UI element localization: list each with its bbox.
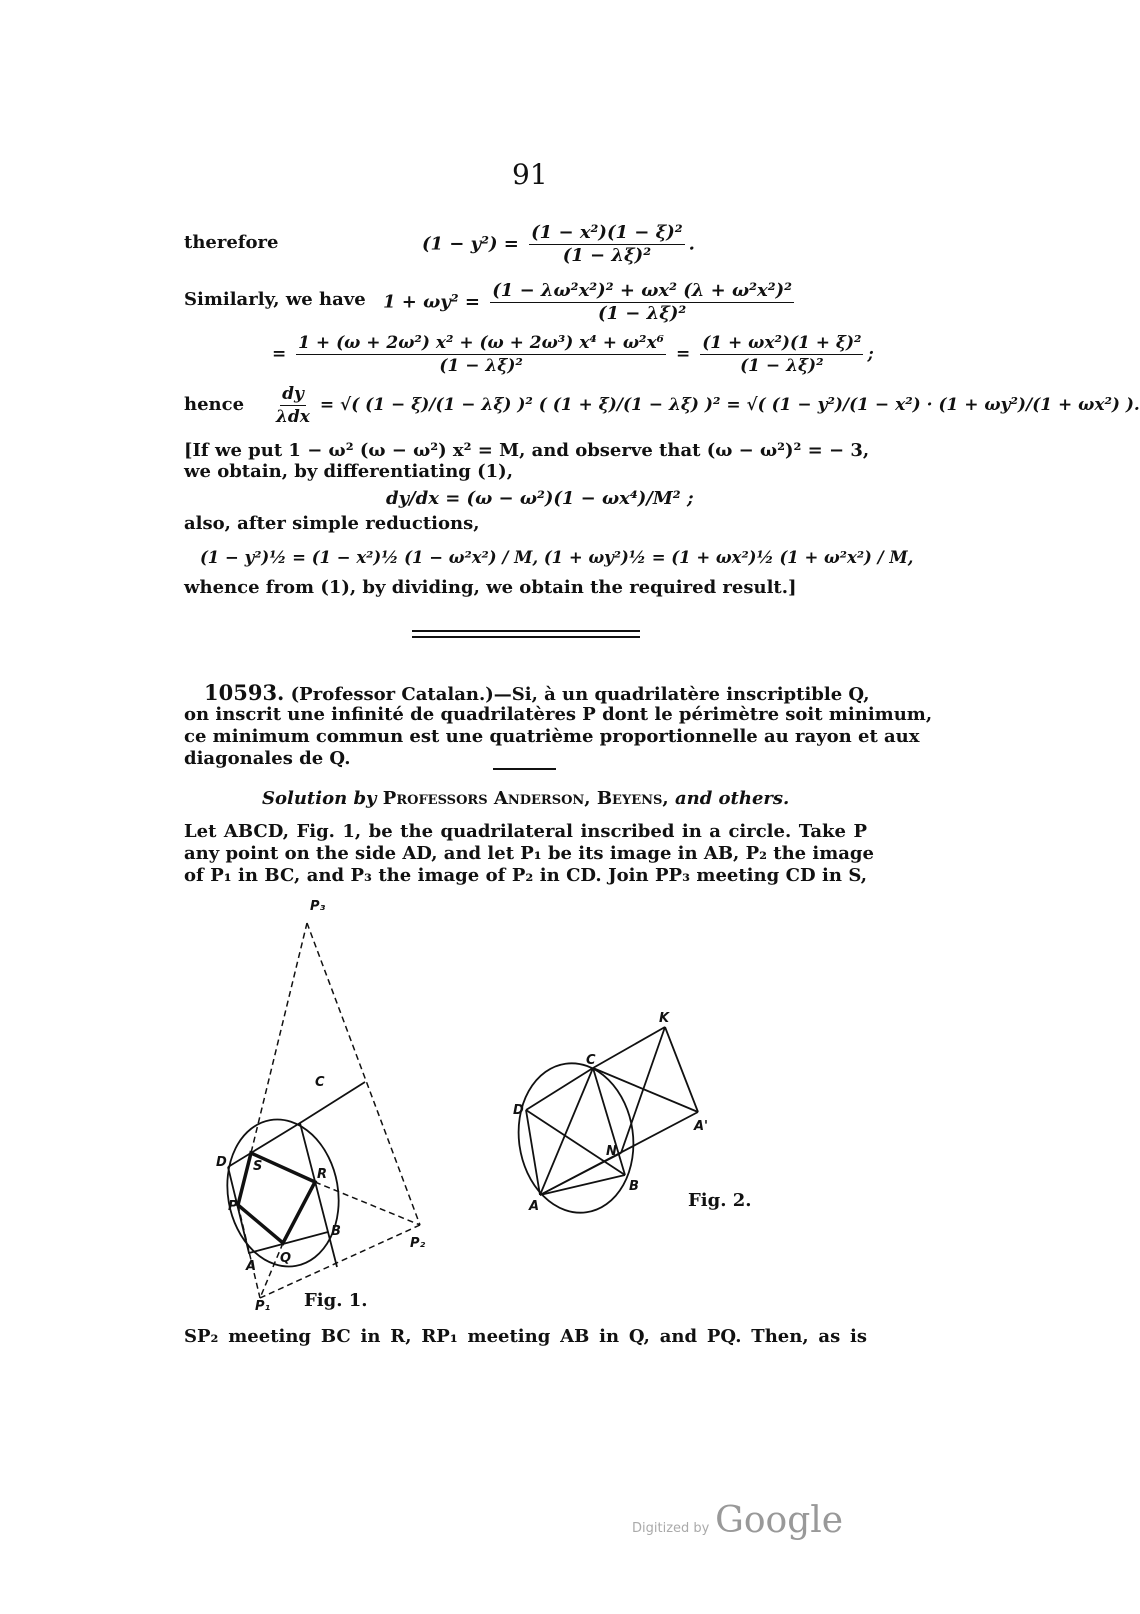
remark-line-4: also, after simple reductions, (184, 513, 480, 534)
problem-author: (Professor Catalan.)—Si, à un quadrilatère inscriptible Q, (290, 684, 870, 705)
remark-line-2: we obtain, by differentiating (1), (184, 461, 513, 482)
eq2-label: Similarly, we have (184, 289, 366, 310)
remark-line-5: (1 − y²)½ = (1 − x²)½ (1 − ω²x²) / M, (1 + ωy²)½ = (1 + ωx²)½ (1 + ω²x²) / M, (200, 548, 914, 567)
figure-2 (509, 1027, 698, 1220)
fig1-label: S (253, 1159, 263, 1174)
eq3-denominator-2: (1 − λξ)² (740, 356, 824, 376)
fig2-label: C (586, 1053, 596, 1068)
fig1-label: P (228, 1199, 238, 1214)
problem-line: ce minimum commun est une quatrième proportionnelle au rayon et aux (184, 726, 920, 747)
eq1-numerator: (1 − x²)(1 − ξ)² (531, 222, 683, 243)
fig1-line (300, 1082, 365, 1123)
fig1-caption: Fig. 1. (304, 1290, 368, 1311)
eq4-rhs-2: = √( (1 − y²)/(1 − x²) · (1 + ωy²)/(1 + ωx²) ). (726, 395, 1140, 415)
fig1-label: C (315, 1075, 325, 1090)
eq3-denominator-1: (1 − λξ)² (439, 356, 523, 376)
eq4-label: hence (184, 394, 245, 415)
fig1-dashed (251, 923, 307, 1153)
fig2-caption: Fig. 2. (688, 1190, 752, 1211)
fig1-label: P₃ (310, 899, 326, 914)
problem-line: on inscrit une infinité de quadrilatères P dont le périmètre soit minimum, (184, 704, 933, 725)
figure-1 (216, 923, 420, 1298)
body-line: Let ABCD, Fig. 1, be the quadrilateral inscribed in a circle. Take P (184, 821, 867, 842)
eq3-numerator-1: 1 + (ω + 2ω²) x² + (ω + 2ω³) x⁴ + ω²x⁶ (298, 333, 665, 353)
remark-line-1: [If we put 1 − ω² (ω − ω²) x² = M, and observe that (ω − ω²)² = − 3, (184, 440, 870, 461)
solution-prefix: Solution by (262, 788, 377, 809)
body-line: of P₁ in BC, and P₃ the image of P₂ in CD. Join PP₃ meeting CD in S, (184, 865, 867, 886)
fig1-label: P₂ (410, 1236, 426, 1251)
fig1-label: B (331, 1224, 341, 1239)
fig2-label: D (513, 1103, 524, 1118)
fig2-label: A (529, 1199, 540, 1214)
fig1-label: R (317, 1167, 328, 1182)
page-number: 91 (512, 158, 548, 191)
problem-line: diagonales de Q. (184, 748, 351, 769)
eq3-numerator-2: (1 + ωx²)(1 + ξ)² (702, 333, 862, 353)
eq2-numerator: (1 − λω²x²)² + ωx² (λ + ω²x²)² (492, 280, 793, 301)
eq3-tail: ; (867, 344, 874, 364)
solution-suffix: and others. (674, 788, 790, 809)
fig1-dashed (315, 1182, 420, 1225)
eq4-numerator: dy (282, 384, 304, 404)
solution-authors: Professors Anderson, Beyens, (382, 788, 669, 809)
eq1-tail: . (688, 233, 695, 255)
fig1-label: P₁ (255, 1299, 271, 1314)
body-line: any point on the side AD, and let P₁ be its image in AB, P₂ the image (184, 843, 874, 864)
eq2-denominator: (1 − λξ)² (597, 303, 687, 324)
eq1-label: therefore (184, 232, 279, 253)
fig2-label: A' (694, 1119, 709, 1134)
eq4-rhs-1: = √( (1 − ξ)/(1 − λξ) )² ( (1 + ξ)/(1 − λξ) )² (319, 395, 721, 415)
problem-number: 10593. (204, 680, 285, 705)
eq3-mid: = (676, 344, 691, 364)
fig2-label: B (629, 1179, 639, 1194)
google-logo: Google (715, 1500, 844, 1541)
fig1-label: D (216, 1155, 227, 1170)
fig2-label: N (606, 1144, 617, 1159)
google-watermark (632, 1500, 843, 1541)
eq1-denominator: (1 − λξ)² (562, 245, 652, 266)
remark-line-3: dy/dx = (ω − ω²)(1 − ωx⁴)/M² ; (386, 488, 694, 509)
fig1-min-quadrilateral (238, 1153, 315, 1243)
remark-line-6: whence from (1), by dividing, we obtain the required result.] (184, 577, 797, 598)
fig2-label: K (659, 1011, 670, 1026)
eq4-denominator: λdx (276, 407, 310, 427)
watermark-prefix: Digitized by (632, 1521, 710, 1536)
fig1-label: Q (280, 1251, 292, 1266)
eq3-lhs: = (272, 344, 287, 364)
body-last-line: SP₂ meeting BC in R, RP₁ meeting AB in Q, and PQ. Then, as is (184, 1326, 867, 1347)
fig1-label: A (246, 1259, 257, 1274)
eq2-lhs: 1 + ωy² = (383, 291, 480, 313)
eq1-lhs: (1 − y²) = (422, 233, 519, 255)
